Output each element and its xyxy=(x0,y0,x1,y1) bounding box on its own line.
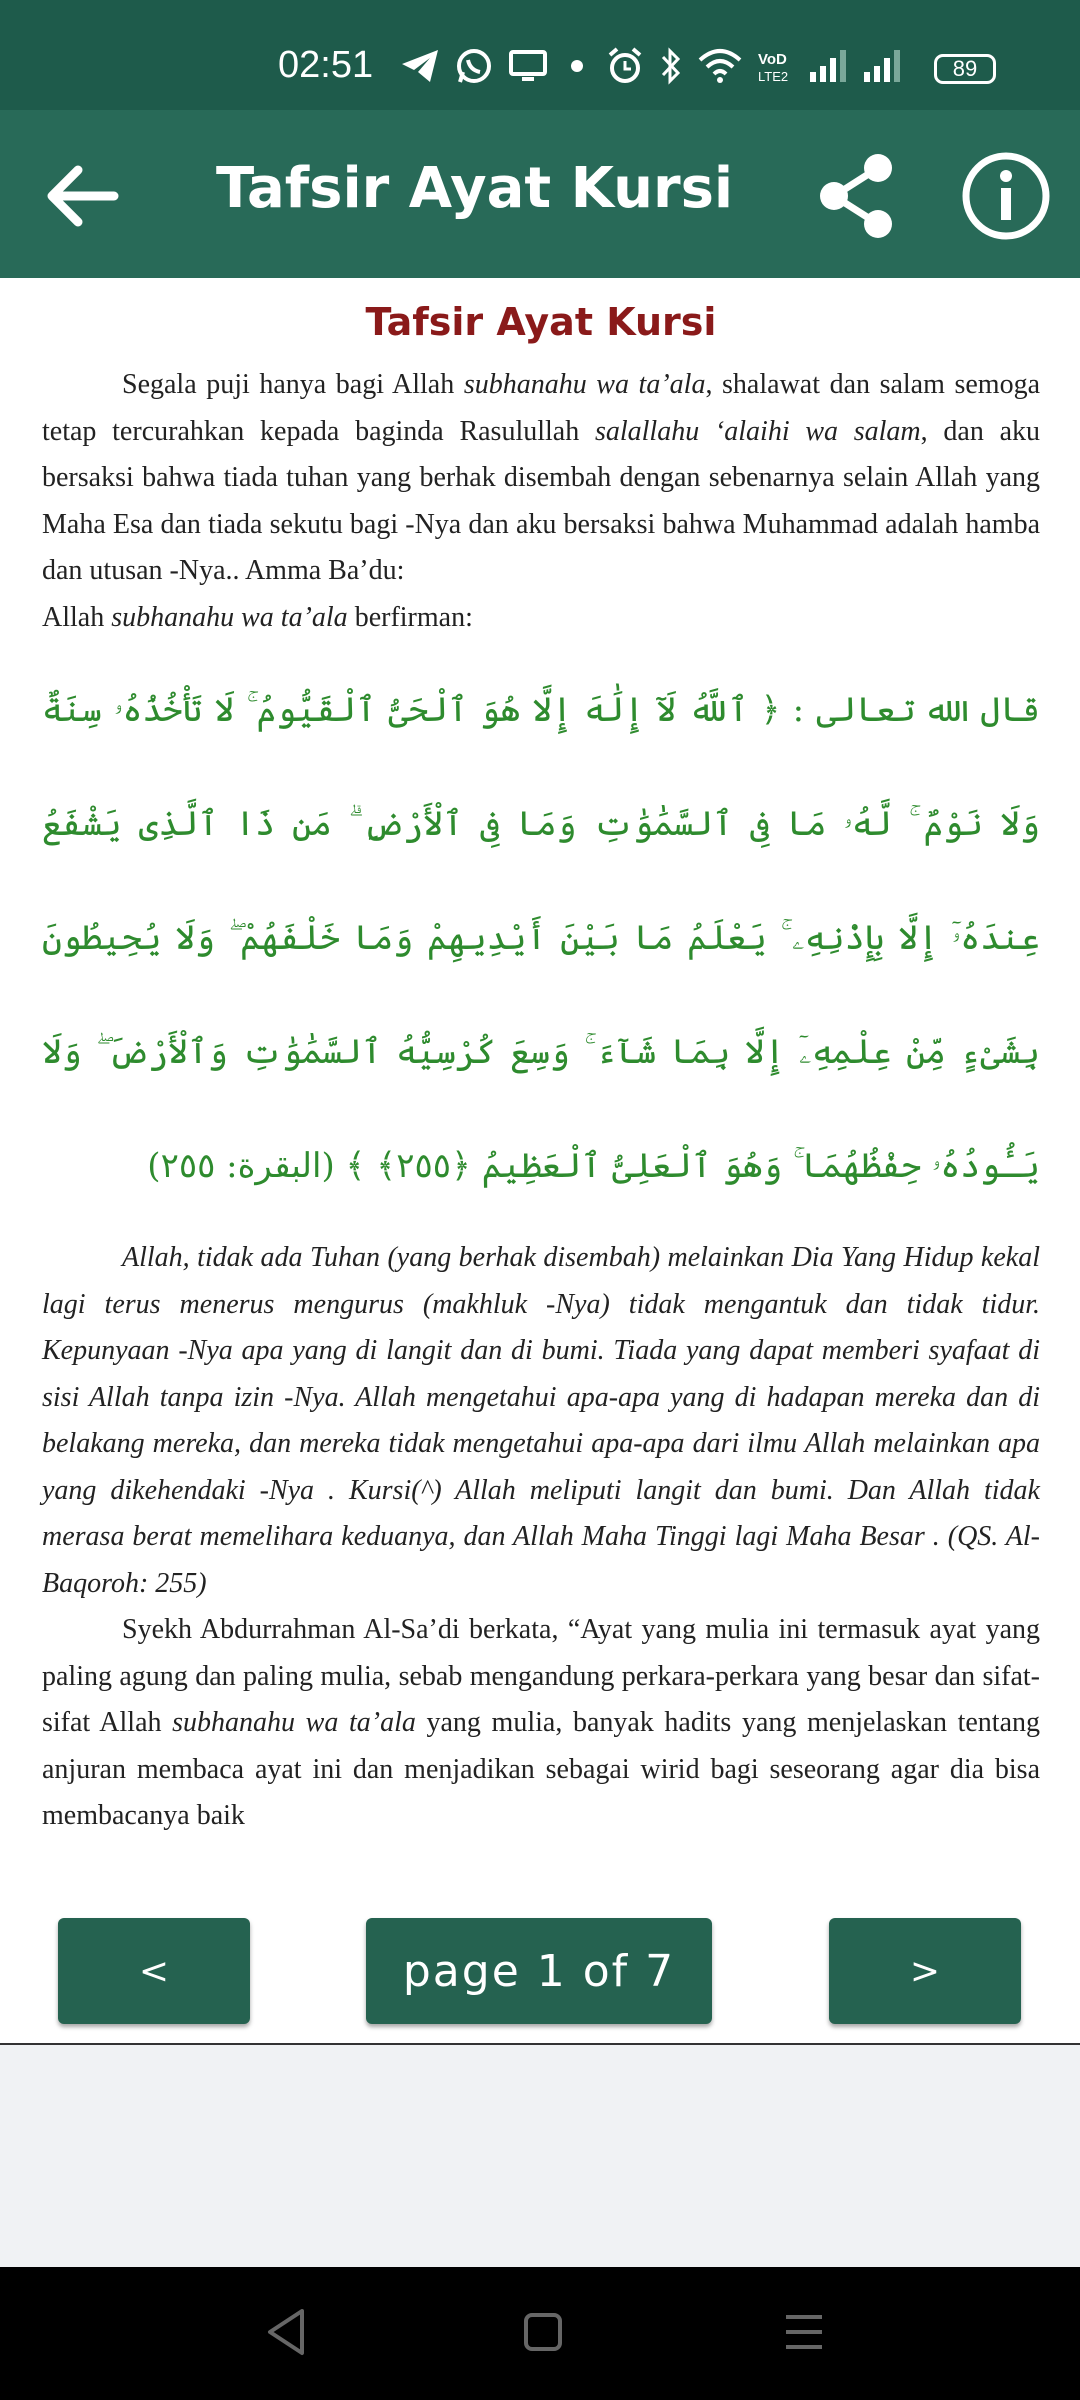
app-title: Tafsir Ayat Kursi xyxy=(216,156,734,221)
status-time: 02:51 xyxy=(278,44,374,86)
syekh-paragraph: Syekh Abdurrahman Al-Sa’di berkata, “Ayat yang mulia ini termasuk ayat yang paling agung dan paling mulia, sebab mengandung perkara-perkara yang besar dan sifat-sifat Allah subhanahu wa ta’ala yang mulia, banyak hadits yang menjelaskan tentang anjuran membaca ayat ini dan menjadikan sebagai wirid bagi seseorang agar dia bisa membacanya baik xyxy=(42,1614,1040,1831)
alarm-icon xyxy=(606,47,644,85)
prev-page-button[interactable]: < xyxy=(58,1918,250,2024)
arrow-left-icon[interactable] xyxy=(40,154,124,238)
telegram-icon xyxy=(400,48,440,84)
status-icons xyxy=(400,46,902,86)
page-indicator-button[interactable]: page 1 of 7 xyxy=(366,1918,712,2024)
translation-paragraph: Allah, tidak ada Tuhan (yang berhak disembah) melainkan Dia Yang Hidup kekal lagi terus menerus mengurus (makhluk -Nya) tidak mengantuk dan tidak tidur. Kepunyaan -Nya apa yang di langit dan di bumi. Tiada yang dapat memberi syafaat di sisi Allah tanpa izin -Nya. Allah mengetahui apa-apa yang di hadapan mereka dan di belakang mereka, dan mereka tidak mengetahui apa-apa dari ilmu Allah melainkan apa yang dikehendaki -Nya . Kursi(^) Allah meliputi langit dan bumi. Dan Allah tidak merasa berat memelihara keduanya, dan Allah Maha Tinggi lagi Maha Besar . (QS. Al-Baqoroh: 255) xyxy=(42,1242,1040,1599)
info-icon[interactable] xyxy=(960,150,1052,242)
volte-icon xyxy=(756,48,794,84)
next-page-button[interactable]: > xyxy=(829,1918,1021,2024)
app-bar xyxy=(0,110,1080,278)
nav-home-icon[interactable] xyxy=(522,2307,564,2357)
svg-text:VoD: VoD xyxy=(758,51,787,68)
share-icon[interactable] xyxy=(810,150,902,242)
signal-icon xyxy=(808,48,848,84)
screen-cast-icon xyxy=(508,48,548,84)
nav-recents-icon[interactable] xyxy=(782,2307,826,2357)
wifi-icon xyxy=(698,48,742,84)
whatsapp-icon xyxy=(454,46,494,86)
svg-text:LTE2: LTE2 xyxy=(758,69,789,84)
arabic-verse: قال الله تعالى : ﴿ ٱللَّهُ لَآ إِلَٰهَ إِلَّا هُوَ ٱلْحَىُّ ٱلْقَيُّومُ ۚ لَا تَأْخُذُهُۥ سِنَةٌ وَلَا نَوْمٌ ۚ لَّهُۥ مَا فِى ٱلسَّمَٰوَٰتِ وَمَا فِى ٱلْأَرْضِ ۗ مَن ذَا ٱلَّذِى يَشْفَعُ عِندَهُۥٓ إِلَّا بِإِذْنِهِۦ ۚ يَعْلَمُ مَا بَيْنَ أَيْدِيهِمْ وَمَا خَلْفَهُمْ ۖ وَلَا يُحِيطُونَ بِشَىْءٍ مِّنْ عِلْمِهِۦٓ إِلَّا بِمَا شَآءَ ۚ وَسِعَ كُرْسِيُّهُ ٱلسَّمَٰوَٰتِ وَٱلْأَرْضَ ۖ وَلَا يَـُٔودُهُۥ حِفْظُهُمَا ۚ وَهُوَ ٱلْعَلِىُّ ٱلْعَظِيمُ ﴿٢٥٥﴾ ﴾ (البقرة: ٢٥٥) xyxy=(42,690,1040,1186)
system-nav-bar xyxy=(0,2267,1080,2400)
article-title: Tafsir Ayat Kursi xyxy=(365,300,717,344)
nav-back-icon[interactable] xyxy=(264,2307,308,2357)
status-bar xyxy=(0,0,1080,110)
blank-area xyxy=(0,2045,1080,2267)
firman-line: Allah subhanahu wa ta’ala berfirman: xyxy=(42,601,473,633)
battery-icon xyxy=(934,54,996,84)
article-content xyxy=(42,300,1040,1840)
intro-paragraph: Segala puji hanya bagi Allah subhanahu wa ta’ala, shalawat dan salam semoga tetap tercurahkan kepada baginda Rasulullah salallahu ‘alaihi wa salam, dan aku bersaksi bahwa tiada tuhan yang berhak disembah dengan sebenarnya selain Allah yang Maha Esa dan tiada sekutu bagi -Nya dan aku bersaksi bahwa Muhammad adalah hamba dan utusan -Nya.. Amma Ba’du: xyxy=(42,369,1040,586)
bluetooth-icon xyxy=(658,47,684,85)
signal-icon xyxy=(862,48,902,84)
dot-icon xyxy=(562,48,592,84)
battery-level: 89 xyxy=(952,56,978,81)
